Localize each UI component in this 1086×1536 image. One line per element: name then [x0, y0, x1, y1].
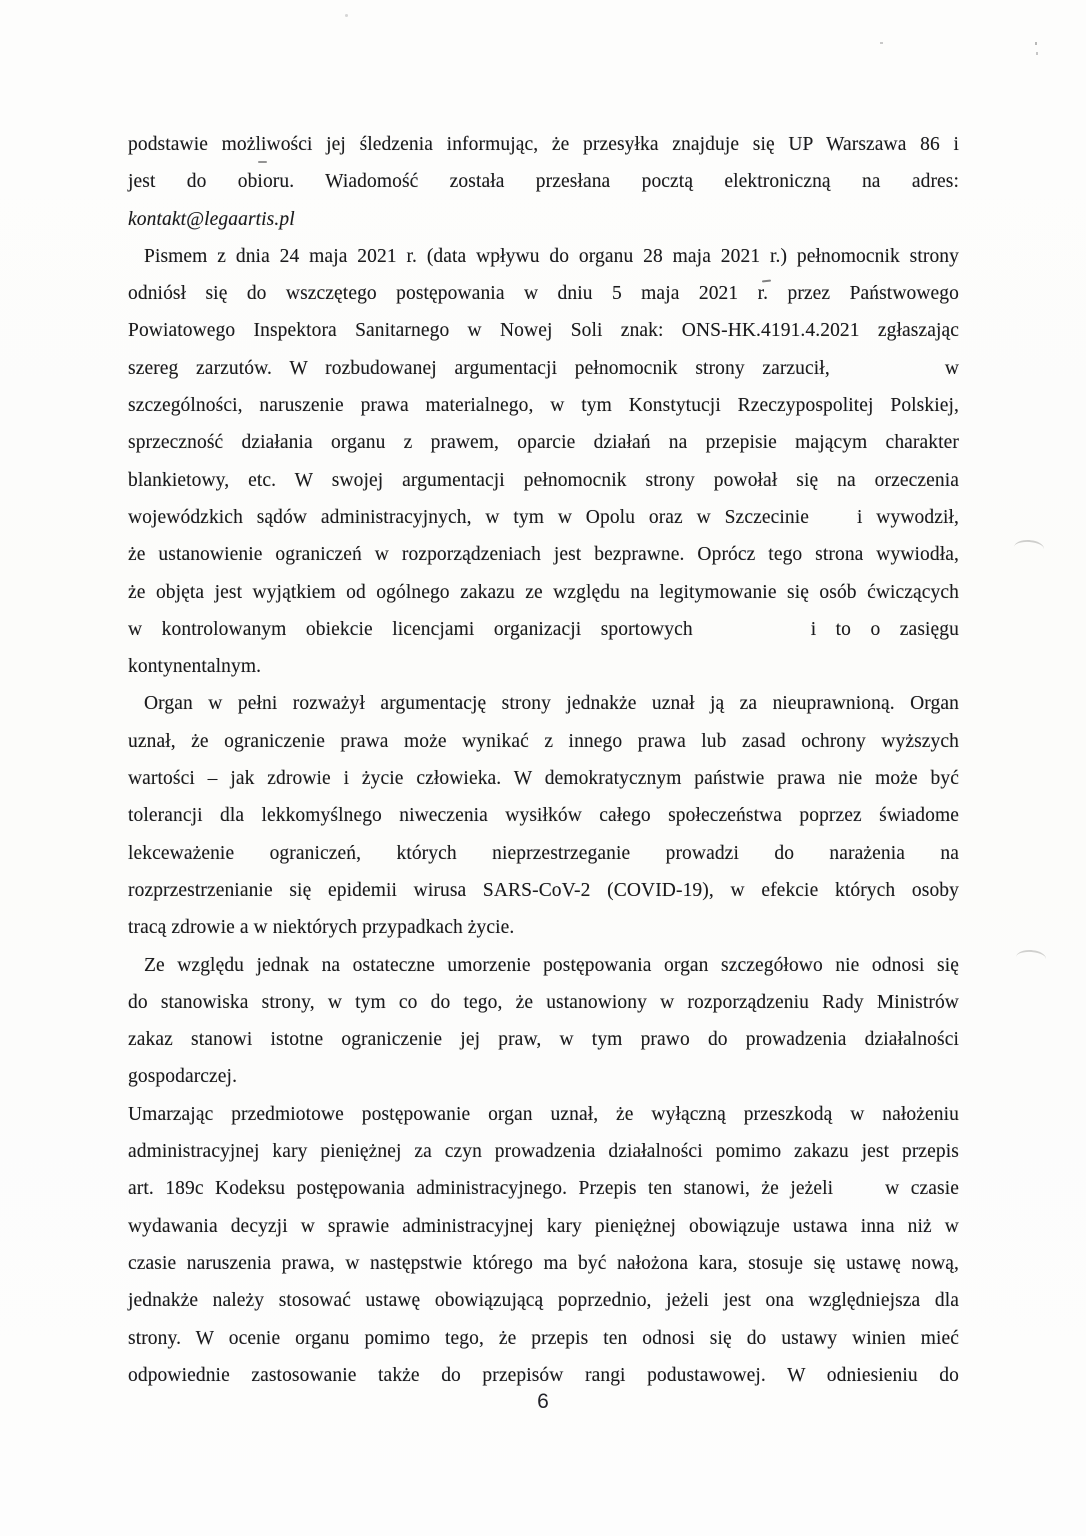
redaction-gap — [830, 373, 945, 374]
text-line: zakaz stanowi istotne ograniczenie jej praw, w tym prawo do prowadzenia działalności — [128, 1029, 959, 1051]
text-line: szczególności, naruszenie prawa materialnego, w tym Konstytucji Rzeczypospolitej Polskiej, — [128, 395, 959, 417]
scan-artifact-speck — [1035, 42, 1037, 45]
redaction-gap — [809, 522, 857, 523]
text-line: Umarzając przedmiotowe postępowanie organ uznał, że wyłączną przeszkodą w nałożeniu — [128, 1103, 959, 1125]
text-line: wojewódzkich sądów administracyjnych, w tym w Opolu oraz w Szczecinie i wywodził, — [128, 506, 959, 528]
text-line: uznał, że ograniczenie prawa może wynikać z innego prawa lub zasad ochrony wyższych — [128, 730, 959, 752]
scan-artifact-curve — [1015, 949, 1046, 967]
text-line: art. 189c Kodeksu postępowania administracyjnego. Przepis ten stanowi, że jeżeli w czasie — [128, 1178, 959, 1200]
text-line: gospodarczej. — [128, 1066, 238, 1088]
scan-artifact-speck — [880, 42, 883, 44]
scan-artifact-curve — [1013, 539, 1044, 557]
scan-artifact-speck — [1036, 52, 1038, 55]
redaction-gap — [693, 634, 811, 635]
text-line: wartości – jak zdrowie i życie człowieka. W demokratycznym państwie prawa nie może być — [128, 768, 959, 790]
text-line: w kontrolowanym obiekcie licencjami organizacji sportowych i to o zasięgu — [128, 618, 959, 640]
text-line: rozprzestrzenianie się epidemii wirusa SARS-CoV-2 (COVID-19), w efekcie których osoby — [128, 879, 959, 901]
text-line: lekceważenie ograniczeń, których nieprzestrzeganie prowadzi do narażenia na — [128, 842, 959, 864]
text-line: jednakże należy stosować ustawę obowiązującą poprzednio, jeżeli jest ona względniejsza dla — [128, 1290, 959, 1312]
text-line: do stanowiska strony, w tym co do tego, że ustanowiony w rozporządzeniu Rady Ministrów — [128, 991, 959, 1013]
text-line: Pismem z dnia 24 maja 2021 r. (data wpływu do organu 28 maja 2021 r.) pełnomocnik strony — [144, 245, 959, 267]
text-line: Ze względu jednak na ostateczne umorzenie postępowania organ szczegółowo nie odnosi się — [144, 954, 959, 976]
text-line: sprzeczność działania organu z prawem, oparcie działań na przepisie mającym charakter — [128, 432, 959, 454]
text-line: tolerancji dla lekkomyślnego niweczenia wysiłków całego społeczeństwa poprzez świadome — [128, 805, 959, 827]
text-line: tracą zdrowie a w niektórych przypadkach życie. — [128, 917, 515, 939]
text-line: strony. W ocenie organu pomimo tego, że przepis ten odnosi się do ustawy winien mieć — [128, 1327, 959, 1349]
redaction-gap — [833, 1193, 885, 1194]
text-line: odpowiednie zastosowanie także do przepisów rangi podustawowej. W odniesieniu do — [128, 1364, 959, 1386]
text-line: czasie naruszenia prawa, w następstwie którego ma być nałożona kara, stosuje się ustawę nową, — [128, 1252, 959, 1274]
text-line: odniósł się do wszczętego postępowania w dniu 5 maja 2021 r. przez Państwowego — [128, 283, 959, 305]
text-line: podstawie możliwości jej śledzenia informując, że przesyłka znajduje się UP Warszawa 86 i — [128, 134, 959, 155]
text-line: szereg zarzutów. W rozbudowanej argumentacji pełnomocnik strony zarzucił, w — [128, 357, 959, 379]
text-line: kontakt@legaartis.pl — [128, 208, 295, 230]
text-line: wydawania decyzji w sprawie administracyjnej kary pieniężnej obowiązuje ustawa inna niż w — [128, 1215, 959, 1237]
text-line: że ustanowienie ograniczeń w rozporządzeniach jest bezprawne. Oprócz tego strona wywiodła, — [128, 544, 959, 566]
text-line: blankietowy, etc. W swojej argumentacji pełnomocnik strony powołał się na orzeczenia — [128, 469, 959, 491]
page-number: 6 — [537, 1390, 549, 1413]
text-block — [128, 126, 959, 1394]
text-line: że objęta jest wyjątkiem od ogólnego zakazu ze względu na legitymowanie się osób ćwiczących — [128, 581, 959, 603]
text-line: administracyjnej kary pieniężnej za czyn prowadzenia działalności pomimo zakazu jest przepis — [128, 1141, 959, 1163]
text-line: kontynentalnym. — [128, 656, 262, 678]
text-line: jest do obioru. Wiadomość została przesłana pocztą elektroniczną na adres: — [128, 171, 959, 193]
text-line: Organ w pełni rozważył argumentację strony jednakże uznał ją za nieuprawnioną. Organ — [144, 693, 959, 715]
scan-artifact-speck — [345, 14, 348, 17]
text-line: Powiatowego Inspektora Sanitarnego w Nowej Soli znak: ONS-HK.4191.4.2021 zgłaszając — [128, 320, 959, 342]
